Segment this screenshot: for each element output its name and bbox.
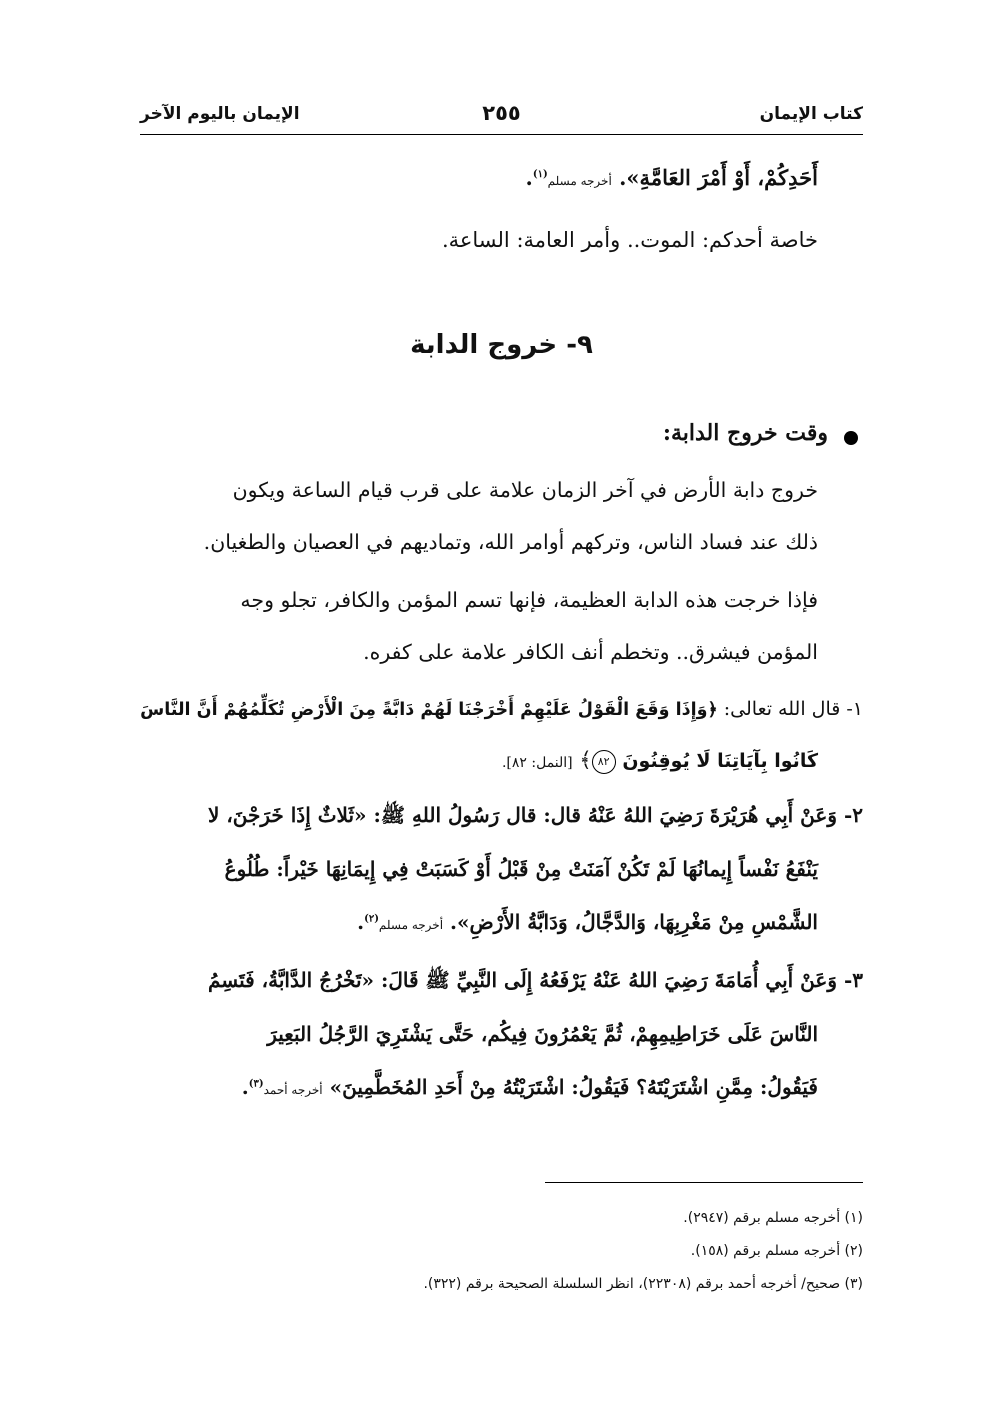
- item-2-line-2: يَنْفَعُ نَفْساً إِيمانُهَا لَمْ تَكُنْ آمَنَتْ مِنْ قَبْلُ أَوْ كَسَبَتْ فِي إِيمَانِهَا خَيْراً: طُلُوعُ: [224, 857, 818, 881]
- footnote-3: (٣) صحيح/ أخرجه أحمد برقم (٢٢٣٠٨)، انظر السلسلة الصحيحة برقم (٣٢٢).: [423, 1276, 863, 1292]
- quran-reference: [النمل: ٨٢].: [501, 755, 573, 771]
- footnote-2: (٢) أخرجه مسلم برقم (١٥٨).: [690, 1243, 863, 1259]
- item-3-line-1: ٣- وَعَنْ أَبِي أُمَامَةَ رَضِيَ اللهُ عَنْهُ يَرْفَعُهُ إِلَى النَّبِيِّ ﷺ قَالَ: «تَخْرُجُ الدَّابَّةُ، فَتَسِمُ: [207, 968, 863, 992]
- book-title: كتاب الإيمان: [759, 104, 863, 124]
- item-3-reference: أخرجه أحمد: [263, 1083, 323, 1097]
- footnote-marker-1: (١): [532, 169, 548, 180]
- verse-number-icon: ٨٢: [592, 750, 616, 774]
- page-header: [140, 101, 863, 134]
- intro-line-1: أَحَدِكُمْ، أَوْ أَمْرَ العَامَّةِ». أخرجه مسلم$^{(١)}$.: [525, 165, 818, 190]
- quran-verse-part-1: ﴿وَإِذَا وَقَعَ الْقَوْلُ عَلَيْهِمْ أَخْرَجْنَا لَهُمْ دَابَّةً مِنَ الْأَرْضِ تُكَلِّمُهُمْ أَنَّ النَّاسَ: [140, 700, 718, 720]
- paragraph-1-line-2: ذلك عند فساد الناس، وتركهم أوامر الله، وتماديهم في العصيان والطغيان.: [203, 530, 818, 554]
- intro-line-2: خاصة أحدكم: الموت.. وأمر العامة: الساعة.: [441, 228, 818, 252]
- section-subheading: وقت خروج الدابة:: [662, 420, 828, 446]
- quran-verse-part-2: كَانُوا بِآيَاتِنَا لَا يُوقِنُونَ: [622, 750, 818, 772]
- item-1-line-2: [140, 748, 818, 774]
- item-3-line-3: فَيَقُولُ: مِمَّنِ اشْتَرَيْتَهُ؟ فَيَقُولُ: اشْتَرَيْتُهُ مِنْ أَحَدِ المُخَطَّمِينَ» أخرجه أحمد$^{(٣)}$.: [241, 1075, 818, 1099]
- intro-reference: أخرجه مسلم: [547, 174, 612, 188]
- verse-close-bracket: ﴾: [579, 748, 592, 772]
- item-3-hadith-end: فَيَقُولُ: مِمَّنِ اشْتَرَيْتَهُ؟ فَيَقُولُ: اشْتَرَيْتُهُ مِنْ أَحَدِ المُخَطَّمِينَ»: [329, 1075, 818, 1099]
- item-3-line-2: النَّاسَ عَلَى خَرَاطِيمِهِمْ، ثُمَّ يَعْمُرُونَ فِيكُم، حَتَّى يَشْتَرِيَ الرَّجُلُ البَعِيرَ: [267, 1022, 818, 1046]
- chapter-title: الإيمان باليوم الآخر: [140, 104, 300, 124]
- bullet-icon: [844, 431, 858, 445]
- paragraph-2-line-2: المؤمن فيشرق.. وتخطم أنف الكافر علامة على كفره.: [363, 640, 818, 664]
- item-2-hadith-end: الشَّمْسِ مِنْ مَغْرِبِهَا، وَالدَّجَّالُ، وَدَابَّةُ الأَرْضِ».: [450, 910, 818, 934]
- item-2-reference: أخرجه مسلم: [378, 918, 444, 932]
- item-1-prefix: ١- قال الله تعالى:: [723, 698, 863, 720]
- footnote-marker-3: (٣): [248, 1078, 264, 1090]
- footnote-marker-2: (٢): [364, 913, 379, 925]
- paragraph-2-line-1: فإذا خرجت هذه الدابة العظيمة، فإنها تسم المؤمن والكافر، تجلو وجه: [240, 588, 818, 612]
- item-2-line-1: ٢- وَعَنْ أَبِي هُرَيْرَةَ رَضِيَ اللهُ عَنْهُ قال: قال رَسُولُ اللهِ ﷺ: «ثَلاثٌ إِذَا خَرَجْنَ، لا: [207, 803, 863, 827]
- item-2-line-3: الشَّمْسِ مِنْ مَغْرِبِهَا، وَالدَّجَّالُ، وَدَابَّةُ الأَرْضِ». أخرجه مسلم$^{(٢)}$.: [357, 910, 818, 934]
- section-title: ٩- خروج الدابة: [410, 330, 593, 360]
- item-1-line-1: [140, 698, 863, 720]
- footnote-1: (١) أخرجه مسلم برقم (٢٩٤٧).: [683, 1210, 863, 1226]
- footnote-divider: [545, 1182, 863, 1183]
- intro-hadith-end: أَحَدِكُمْ، أَوْ أَمْرَ العَامَّةِ».: [619, 165, 818, 190]
- paragraph-1-line-1: خروج دابة الأرض في آخر الزمان علامة على قرب قيام الساعة ويكون: [232, 478, 818, 502]
- header-divider: [140, 134, 863, 135]
- page-number: ٢٥٥: [482, 101, 521, 125]
